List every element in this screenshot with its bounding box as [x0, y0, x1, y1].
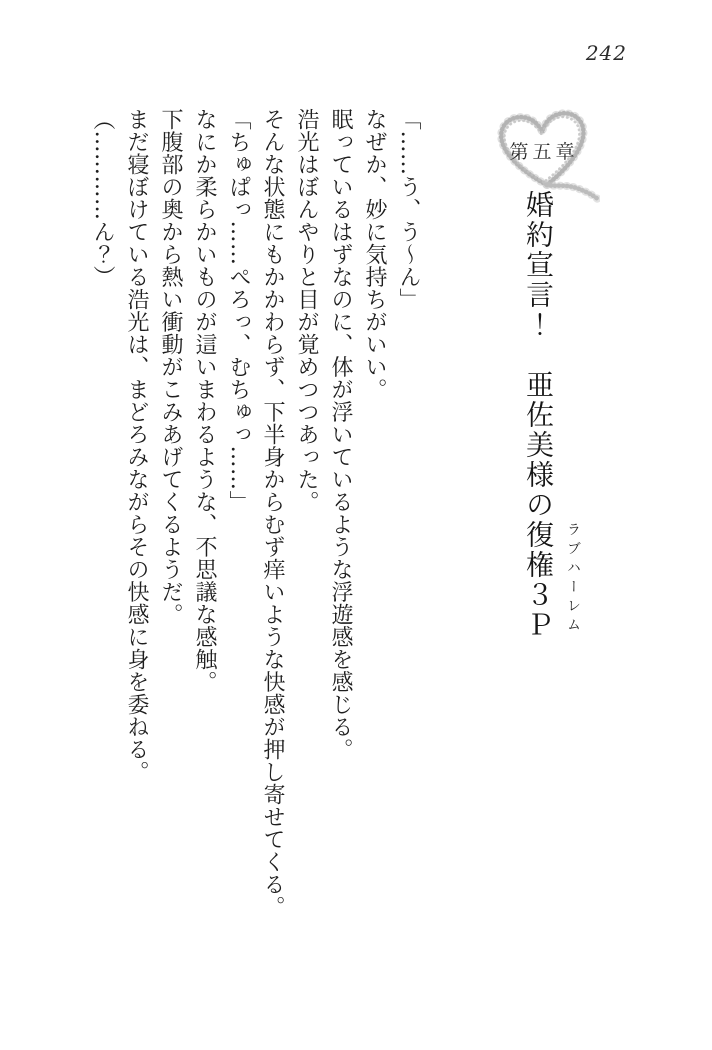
- title-furigana: ラブハーレム: [565, 522, 581, 636]
- text-column: （…………ん？）: [90, 108, 115, 288]
- text-column: まだ寝ぼけている浩光は、まどろみながらその快感に身を委ねる。: [124, 108, 149, 783]
- body-text: [85, 108, 425, 938]
- text-column: なぜか、妙に気持ちがいい。: [362, 108, 387, 401]
- chapter-title: 婚約宣言！ 亜佐美様の復権３Ｐ: [522, 190, 555, 640]
- text-column: そんな状態にもかかわらず、下半身からむず痒いような快感が押し寄せてくる。: [260, 108, 285, 918]
- chapter-label: 第五章: [509, 141, 579, 163]
- text-column: 浩光はぼんやりと目が覚めつつあった。: [294, 108, 319, 513]
- page-number: 242: [585, 41, 627, 65]
- text-column: 「ちゅぱっ……ぺろっ、むちゅっ……」: [226, 108, 251, 513]
- text-column: なにか柔らかいものが這いまわるような、不思議な感触。: [192, 108, 217, 693]
- text-column: 下腹部の奥から熱い衝動がこみあげてくるようだ。: [158, 108, 183, 626]
- text-column: 眠っているはずなのに、体が浮いているような浮遊感を感じる。: [328, 108, 353, 761]
- text-column: 「……う、う～ん」: [396, 108, 421, 311]
